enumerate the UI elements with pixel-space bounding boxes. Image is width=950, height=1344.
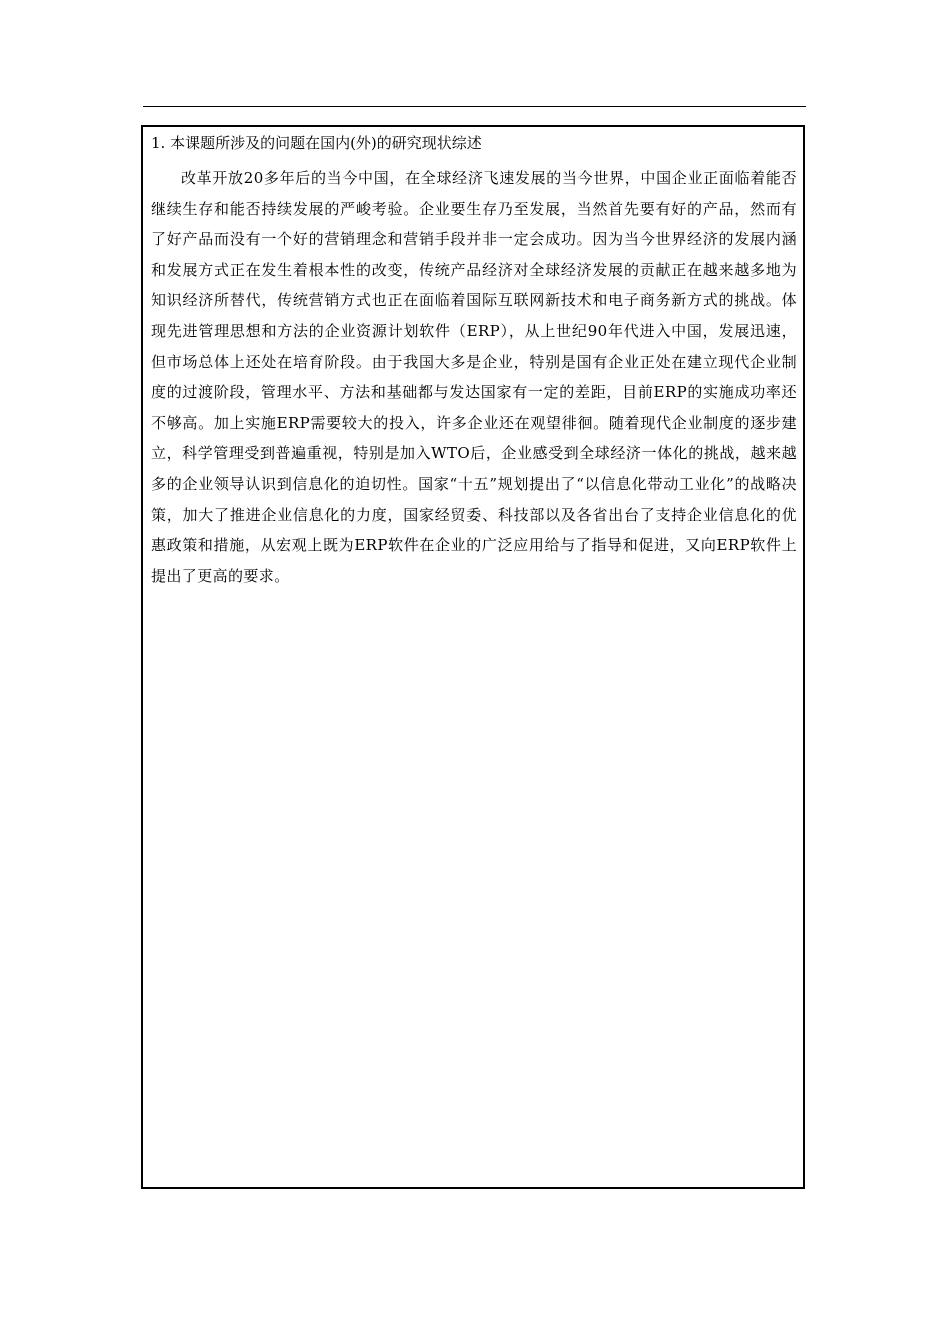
header-rule [143,106,806,107]
body-paragraph: 改革开放20多年后的当今中国，在全球经济飞速发展的当今世界，中国企业正面临着能否继续生存和能否持续发展的严峻考验。企业要生存乃至发展，当然首先要有好的产品，然而有了好产品而没有一个好的营销理念和营销手段并非一定会成功。因为当今世界经济的发展内涵和发展方式正在发生着根本性的改变，传统产品经济对全球经济发展的贡献正在越来越多地为知识经济所替代，传统营销方式也正在面临着国际互联网新技术和电子商务新方式的挑战。体现先进管理思想和方法的企业资源计划软件（ERP），从上世纪90年代进入中国，发展迅速，但市场总体上还处在培育阶段。由于我国大多是企业，特别是国有企业正处在建立现代企业制度的过渡阶段，管理水平、方法和基础都与发达国家有一定的差距，目前ERP的实施成功率还不够高。加上实施ERP需要较大的投入，许多企业还在观望徘徊。随着现代企业制度的逐步建立，科学管理受到普遍重视，特别是加入WTO后，企业感受到全球经济一体化的挑战，越来越多的企业领导认识到信息化的迫切性。国家“十五”规划提出了“以信息化带动工业化”的战略决策，加大了推进企业信息化的力度，国家经贸委、科技部以及各省出台了支持企业信息化的优惠政策和措施，从宏观上既为ERP软件在企业的广泛应用给与了指导和促进，又向ERP软件上提出了更高的要求。 [151,169,797,585]
content-box [141,125,805,1189]
section-heading: 1. 本课题所涉及的问题在国内(外)的研究现状综述 [151,134,482,152]
